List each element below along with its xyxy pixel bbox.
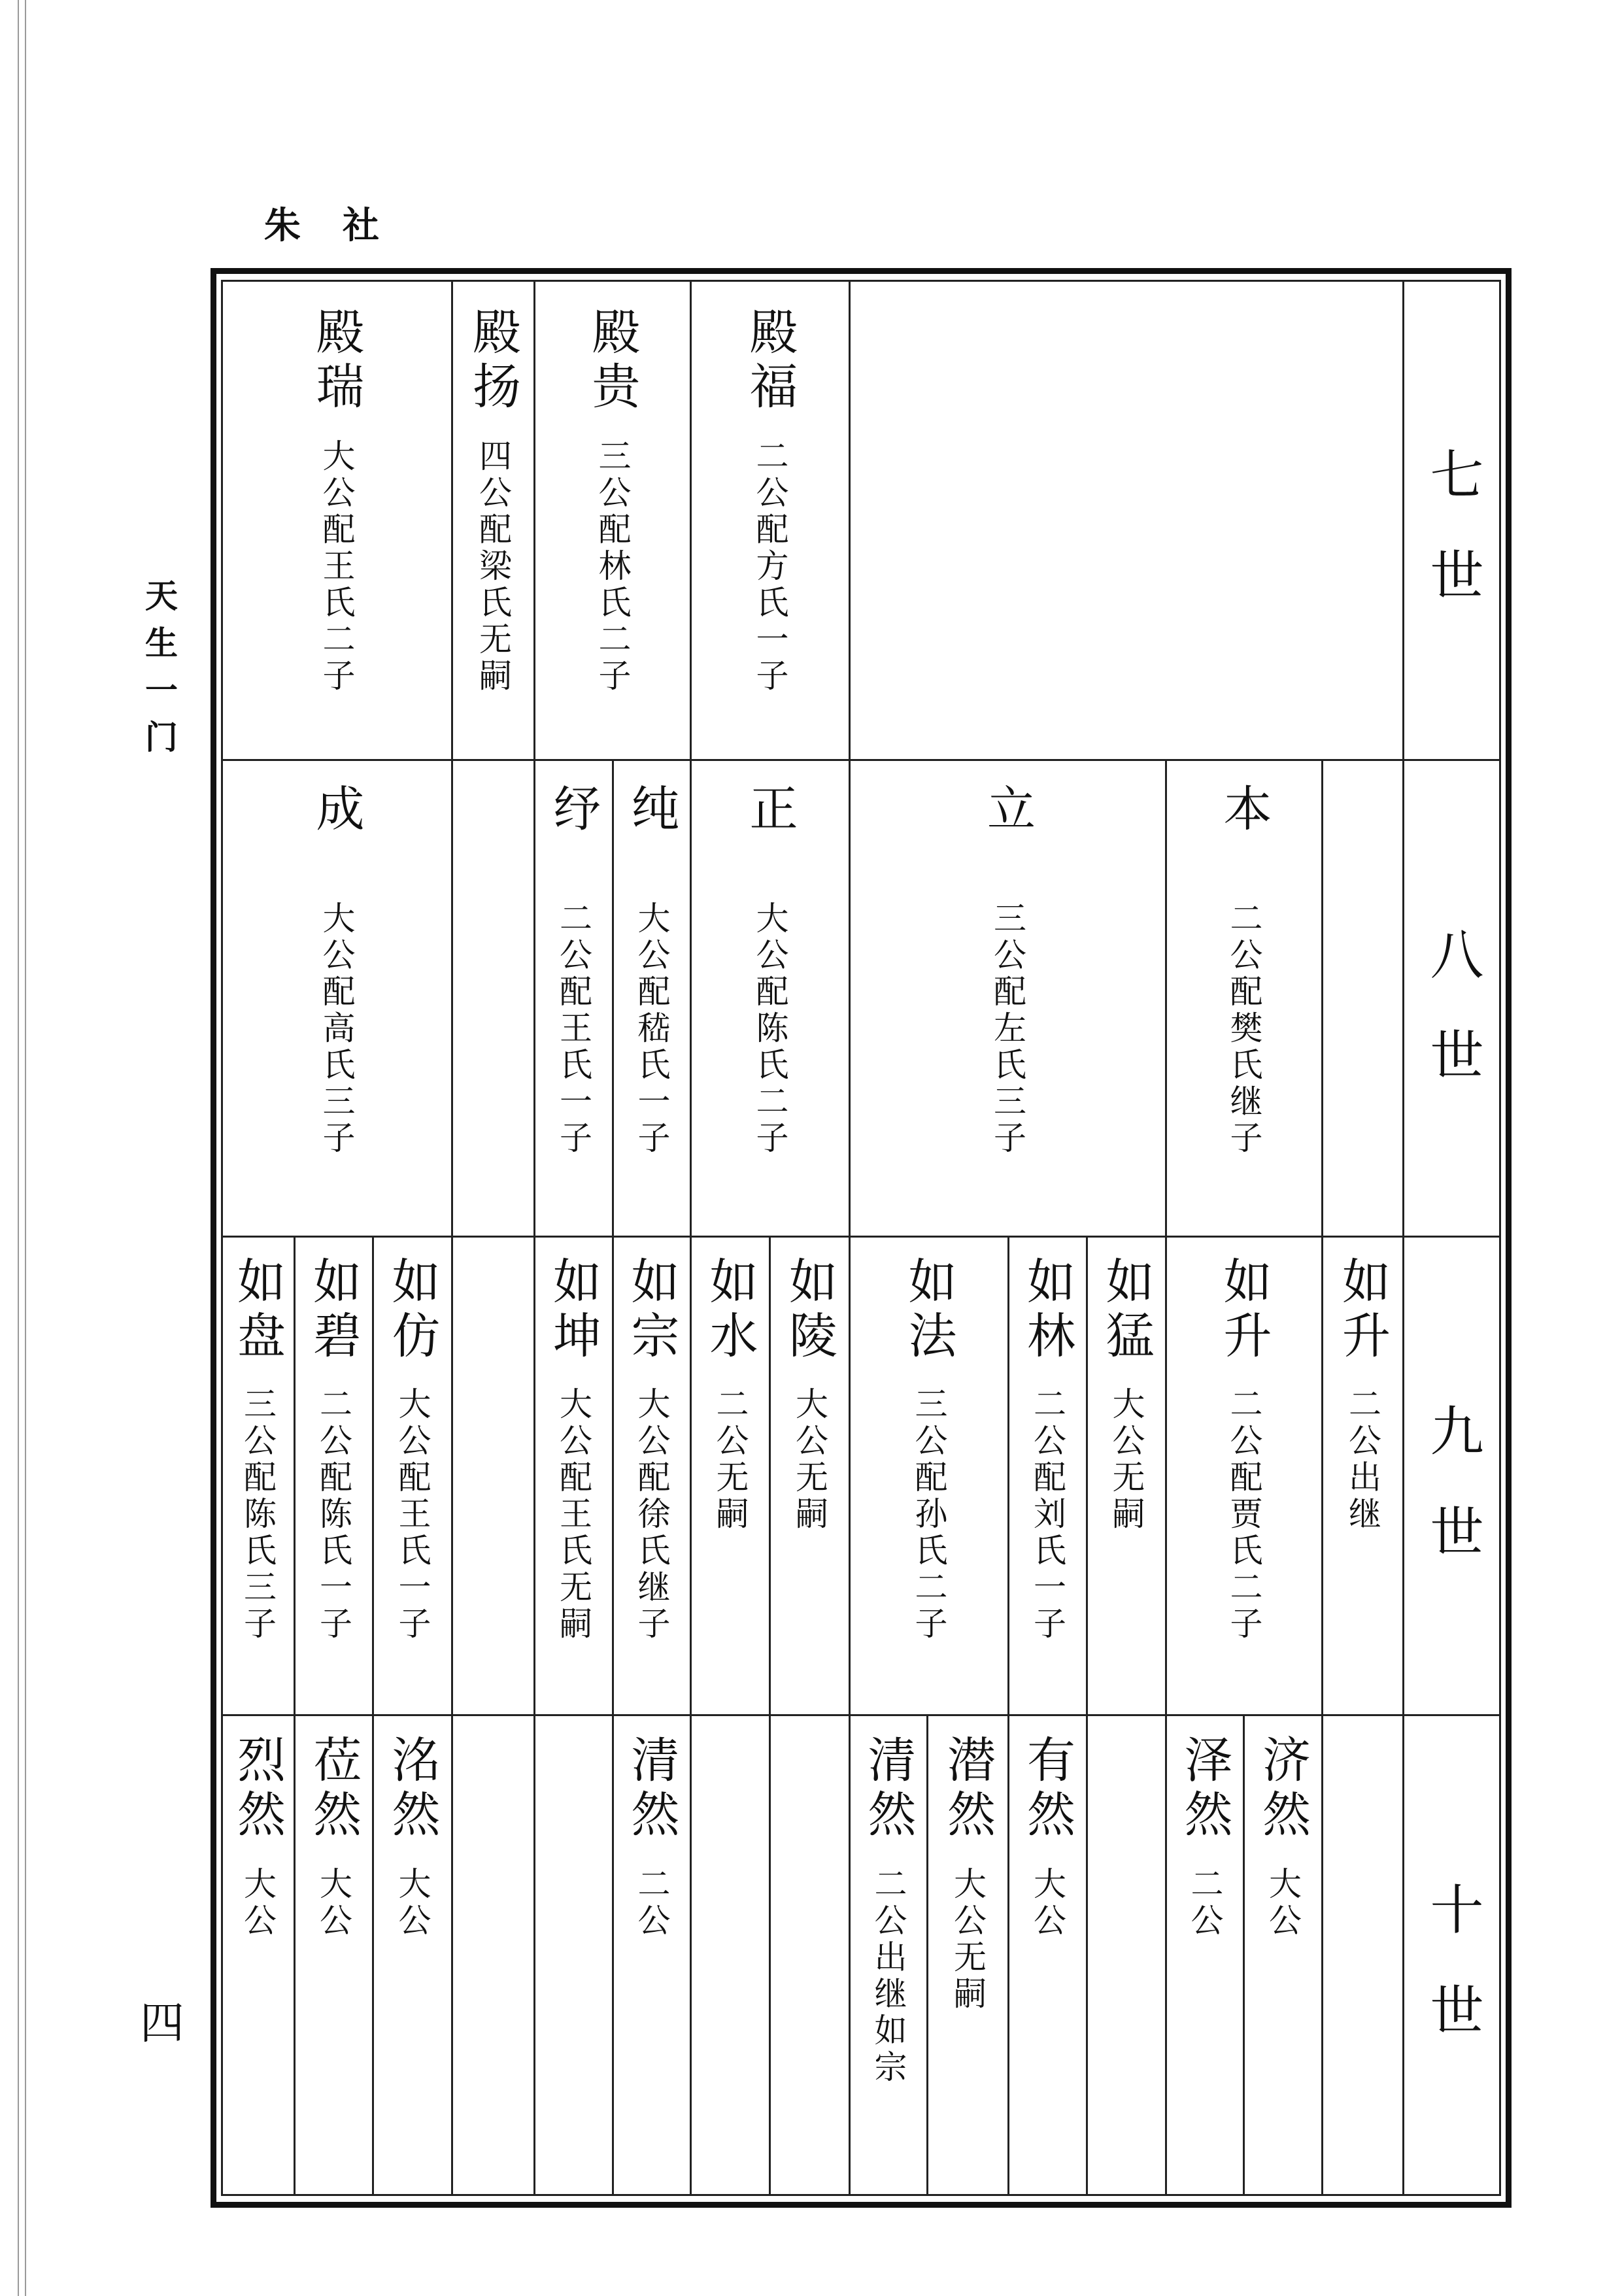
gen10-member-cell <box>849 1715 927 2196</box>
member-note: 二公配樊氏继子 <box>1225 901 1262 1157</box>
gen10-member-cell <box>1008 1715 1087 2196</box>
member-name: 立 <box>979 783 1036 837</box>
member-note: 二公配刘氏一子 <box>1029 1387 1066 1643</box>
member-note: 二公出继如宗 <box>870 1866 907 2086</box>
page-number: 四 <box>140 1998 185 2050</box>
gen10-member-cell <box>927 1715 1008 2196</box>
gen9-member-cell <box>849 1236 1008 1715</box>
member-name: 殿贵 <box>584 307 641 415</box>
side-label: 天生一门 <box>140 579 178 767</box>
gen8-member-cell <box>1166 760 1322 1236</box>
gen10-member-cell <box>1166 1715 1243 2196</box>
member-note: 大公配嵇氏一子 <box>633 901 670 1157</box>
gen10-member-cell <box>613 1715 690 2196</box>
member-name: 如盘 <box>229 1256 286 1364</box>
generation-label-cell <box>1403 760 1501 1236</box>
member-note: 大公配徐氏继子 <box>633 1387 670 1643</box>
binding-edge-line <box>18 0 19 2296</box>
gen10-member-cell <box>221 1715 294 2196</box>
member-note: 三公配孙氏二子 <box>910 1387 947 1643</box>
member-note: 大公 <box>1029 1866 1066 1940</box>
gen10-member-cell <box>373 1715 452 2196</box>
member-name: 如坤 <box>545 1256 601 1364</box>
table-column-rule <box>533 1715 535 2196</box>
gen10-member-cell <box>294 1715 373 2196</box>
generation-label-cell <box>1403 1236 1501 1715</box>
member-note: 大公 <box>239 1866 276 1940</box>
gen7-member-cell <box>452 280 534 760</box>
member-note: 二公 <box>1186 1866 1223 1940</box>
member-note: 二公配方氏一子 <box>751 439 788 695</box>
gen9-member-cell <box>690 1236 769 1715</box>
member-note: 大公配王氏一子 <box>394 1387 431 1643</box>
generation-label-cell <box>1403 1715 1501 2196</box>
generation-label: 九世 <box>1421 1403 1483 1604</box>
member-note: 大公无嗣 <box>791 1387 828 1533</box>
member-name: 济然 <box>1255 1734 1311 1843</box>
member-note: 三公配陈氏三子 <box>239 1387 276 1643</box>
member-note: 大公配高氏三子 <box>318 901 355 1157</box>
member-name: 如法 <box>900 1256 957 1364</box>
member-note: 四公配梁氏无嗣 <box>475 439 511 695</box>
member-note: 二公出继 <box>1344 1387 1381 1533</box>
member-name: 殿瑞 <box>308 307 365 415</box>
gen8-member-cell <box>849 760 1166 1236</box>
member-name: 如升 <box>1215 1256 1272 1364</box>
gen7-member-cell <box>534 280 690 760</box>
gen8-member-cell <box>534 760 613 1236</box>
generation-label: 十世 <box>1421 1882 1483 2083</box>
member-name: 如陵 <box>781 1256 837 1364</box>
member-note: 三公配左氏三子 <box>989 901 1026 1157</box>
member-name: 成 <box>308 783 365 837</box>
gen10-member-cell <box>1243 1715 1322 2196</box>
gen7-member-cell <box>690 280 849 760</box>
member-name: 如碧 <box>305 1256 362 1364</box>
gen9-member-cell <box>1008 1236 1087 1715</box>
member-name: 清然 <box>623 1734 680 1843</box>
gen8-member-cell <box>221 760 452 1236</box>
member-note: 三公配林氏二子 <box>594 439 631 695</box>
member-name: 潜然 <box>939 1734 996 1843</box>
member-name: 如水 <box>701 1256 758 1364</box>
member-name: 烈然 <box>229 1734 286 1843</box>
table-column-rule <box>769 1715 771 2196</box>
member-note: 二公配贾氏二子 <box>1225 1387 1262 1643</box>
member-name: 正 <box>741 783 798 837</box>
member-note: 二公 <box>633 1866 670 1940</box>
gen9-member-cell <box>373 1236 452 1715</box>
member-note: 大公无嗣 <box>1107 1387 1145 1533</box>
member-note: 二公无嗣 <box>711 1387 749 1533</box>
member-name: 清然 <box>860 1734 917 1843</box>
gen9-member-cell <box>1166 1236 1322 1715</box>
member-note: 大公配王氏无嗣 <box>555 1387 592 1643</box>
member-name: 纾 <box>545 783 601 837</box>
gen9-member-cell <box>769 1236 849 1715</box>
member-name: 泽然 <box>1176 1734 1233 1843</box>
gen9-member-cell <box>613 1236 690 1715</box>
member-name: 殿福 <box>741 307 798 415</box>
member-note: 大公 <box>1264 1866 1301 1940</box>
member-note: 大公配王氏二子 <box>318 439 355 695</box>
member-name: 如仿 <box>384 1256 441 1364</box>
member-note: 大公无嗣 <box>949 1866 986 2013</box>
member-name: 纯 <box>623 783 680 837</box>
member-name: 莅然 <box>305 1734 362 1843</box>
gen8-member-cell <box>613 760 690 1236</box>
member-name: 洺然 <box>384 1734 441 1843</box>
gen7-member-cell <box>221 280 452 760</box>
member-note: 二公配王氏一子 <box>555 901 592 1157</box>
gen9-member-cell <box>534 1236 613 1715</box>
gen8-member-cell <box>690 760 849 1236</box>
member-name: 如升 <box>1334 1256 1391 1364</box>
member-name: 有然 <box>1019 1734 1075 1843</box>
member-name: 本 <box>1215 783 1272 837</box>
member-name: 如林 <box>1019 1256 1075 1364</box>
binding-edge-line <box>25 0 26 2296</box>
member-note: 大公 <box>394 1866 431 1940</box>
page-header-title: 朱社 <box>264 205 421 247</box>
gen9-member-cell <box>221 1236 294 1715</box>
generation-label: 八世 <box>1421 926 1483 1128</box>
gen9-member-cell <box>1087 1236 1166 1715</box>
member-name: 如宗 <box>623 1256 680 1364</box>
member-note: 大公配陈氏二子 <box>751 901 788 1157</box>
member-note: 二公配陈氏一子 <box>315 1387 352 1643</box>
member-note: 大公 <box>315 1866 352 1940</box>
generation-label: 七世 <box>1421 447 1483 648</box>
member-name: 如猛 <box>1098 1256 1155 1364</box>
gen9-member-cell <box>294 1236 373 1715</box>
gen9-member-cell <box>1322 1236 1403 1715</box>
member-name: 殿扬 <box>465 307 521 415</box>
generation-label-cell <box>1403 280 1501 760</box>
